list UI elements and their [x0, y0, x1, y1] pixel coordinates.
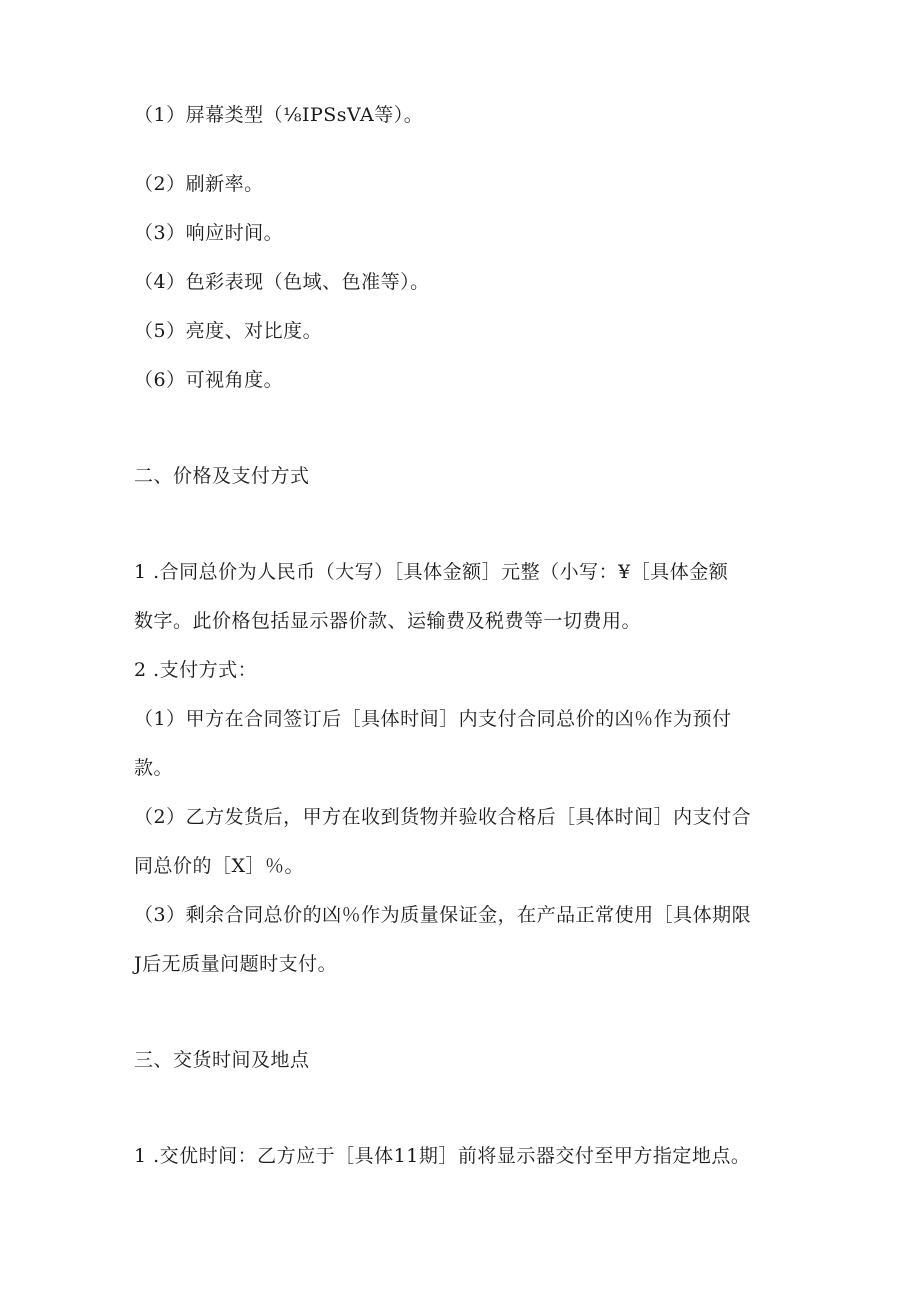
price-paragraph-line-2: 数字。此价格包括显示器价款、运输费及税费等一切费用。	[134, 610, 642, 632]
spec-item-refresh-rate: （2）刷新率。	[134, 173, 264, 195]
payment-item-3-line-2: J后无质量问题时支付。	[134, 953, 338, 975]
spec-item-color: （4）色彩表现（色域、色准等）。	[134, 271, 430, 293]
payment-item-2-line-2: 同总价的［X］％。	[134, 855, 305, 877]
section-heading-delivery: 三、交货时间及地点	[134, 1049, 310, 1071]
delivery-time-paragraph: 1 .交优时间：乙方应于［具体11期］前将显示器交付至甲方指定地点。	[134, 1145, 751, 1167]
payment-item-1-line-1: （1）甲方在合同签订后［具体时间］内支付合同总价的凶％作为预付	[134, 708, 732, 730]
payment-item-1-line-2: 款。	[134, 757, 174, 779]
payment-item-2-line-1: （2）乙方发货后，甲方在收到货物并验收合格后［具体时间］内支付合	[134, 806, 752, 828]
spec-item-screen-type: （1）屏幕类型（⅛IPSsVA等）。	[134, 104, 424, 126]
spec-item-response-time: （3）响应时间。	[134, 222, 284, 244]
price-paragraph-line-1: 1 .合同总价为人民币（大写）［具体金额］元整（小写：¥［具体金额	[134, 561, 729, 583]
payment-item-3-line-1: （3）剩余合同总价的凶％作为质量保证金，在产品正常使用［具体期限	[134, 904, 752, 926]
section-heading-price-payment: 二、价格及支付方式	[134, 465, 310, 487]
payment-method-label: 2 .支付方式：	[134, 659, 258, 681]
spec-item-brightness: （5）亮度、对比度。	[134, 320, 323, 342]
spec-item-viewing-angle: （6）可视角度。	[134, 369, 284, 391]
